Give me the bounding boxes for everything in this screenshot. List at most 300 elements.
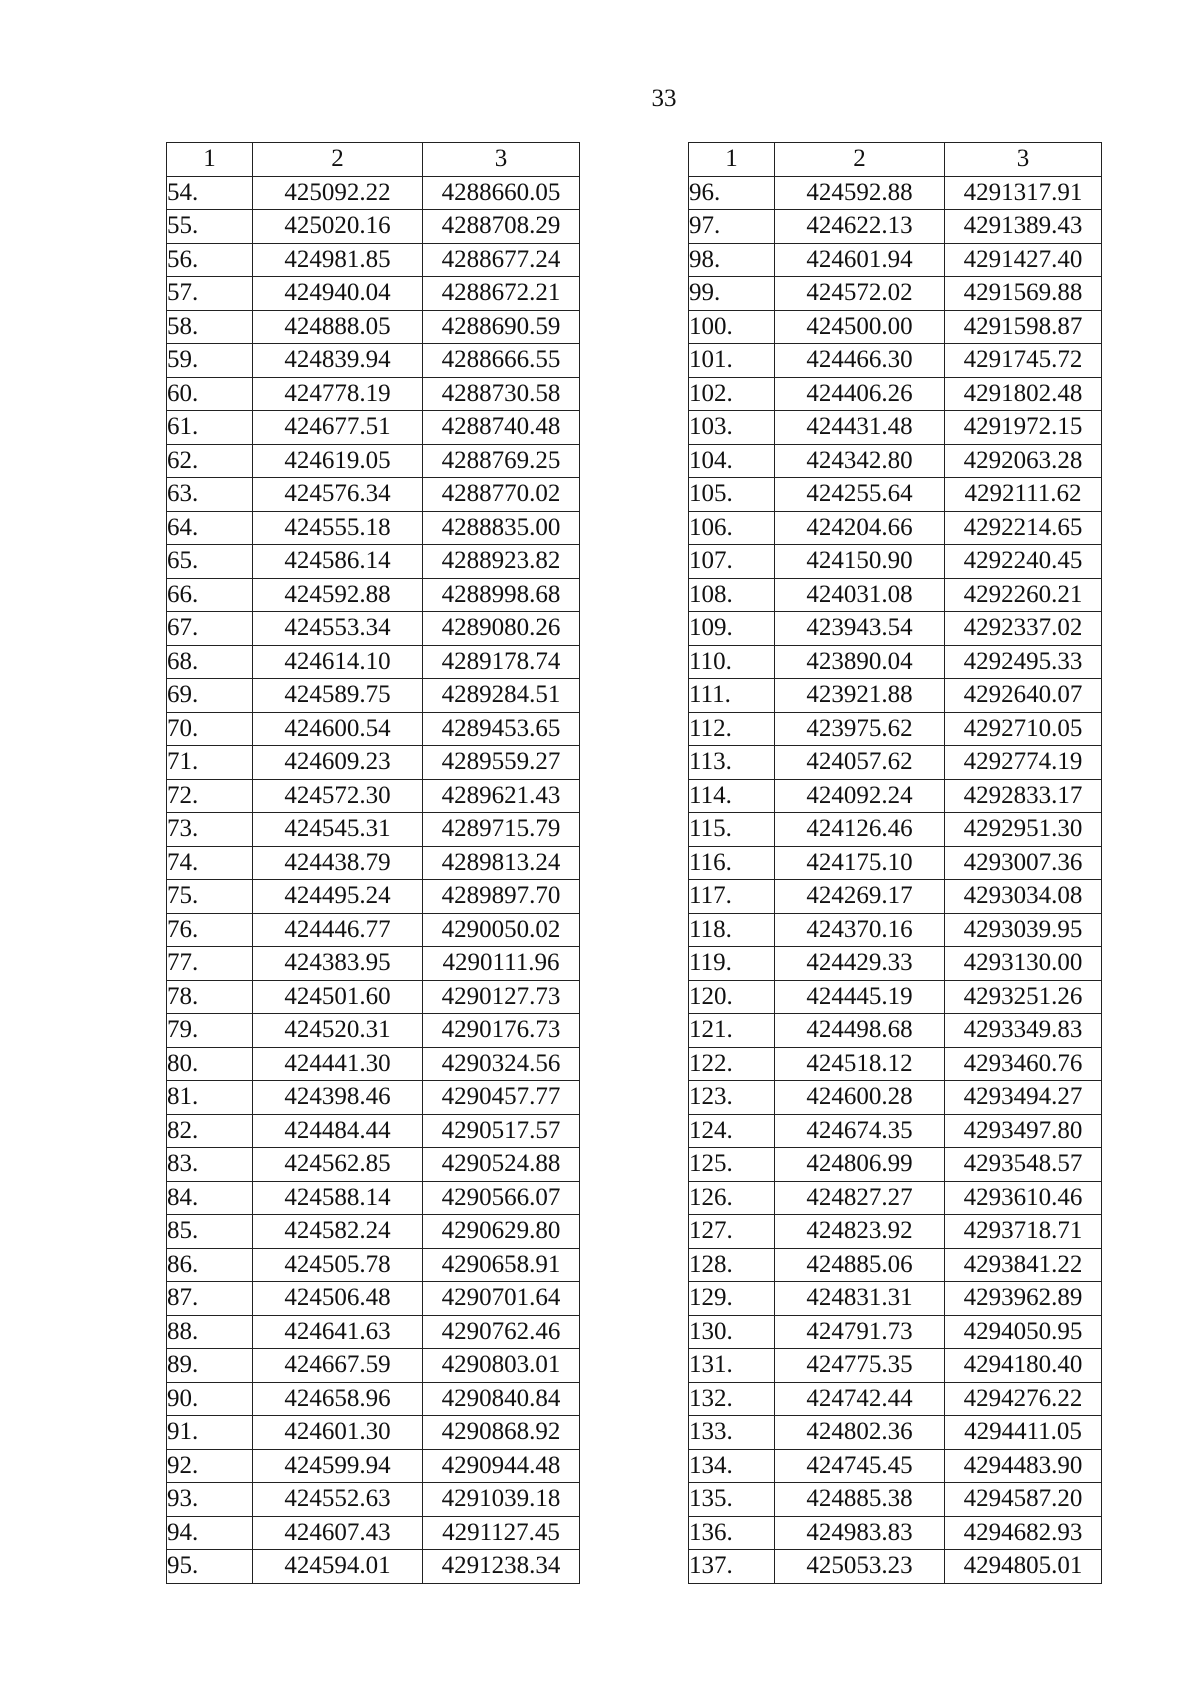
table-row — [689, 813, 1102, 847]
point-number-cell: 63. — [167, 478, 253, 512]
table-row — [167, 243, 580, 277]
table-row — [689, 1282, 1102, 1316]
x-coordinate-cell: 424614.10 — [253, 645, 423, 679]
table-row — [689, 1181, 1102, 1215]
y-coordinate-cell: 4292833.17 — [945, 779, 1102, 813]
point-number-cell: 68. — [167, 645, 253, 679]
coordinates-table-left — [166, 142, 580, 1584]
table-row — [167, 1483, 580, 1517]
table-row — [167, 1550, 580, 1584]
point-number-cell: 126. — [689, 1181, 775, 1215]
table-row — [689, 277, 1102, 311]
table-row — [167, 344, 580, 378]
x-coordinate-cell: 424588.14 — [253, 1181, 423, 1215]
point-number-cell: 83. — [167, 1148, 253, 1182]
point-number-cell: 97. — [689, 210, 775, 244]
x-coordinate-cell: 425053.23 — [775, 1550, 945, 1584]
point-number-cell: 79. — [167, 1014, 253, 1048]
y-coordinate-cell: 4294805.01 — [945, 1550, 1102, 1584]
point-number-cell: 119. — [689, 947, 775, 981]
x-coordinate-cell: 424885.38 — [775, 1483, 945, 1517]
y-coordinate-cell: 4294682.93 — [945, 1516, 1102, 1550]
table-row — [689, 511, 1102, 545]
point-number-cell: 109. — [689, 612, 775, 646]
point-number-cell: 72. — [167, 779, 253, 813]
x-coordinate-cell: 424431.48 — [775, 411, 945, 445]
table-header-row — [689, 143, 1102, 177]
table-row — [689, 1114, 1102, 1148]
point-number-cell: 103. — [689, 411, 775, 445]
x-coordinate-cell: 423975.62 — [775, 712, 945, 746]
y-coordinate-cell: 4293497.80 — [945, 1114, 1102, 1148]
table-row — [689, 1516, 1102, 1550]
x-coordinate-cell: 424406.26 — [775, 377, 945, 411]
y-coordinate-cell: 4290050.02 — [423, 913, 580, 947]
y-coordinate-cell: 4293962.89 — [945, 1282, 1102, 1316]
table-row — [167, 511, 580, 545]
point-number-cell: 62. — [167, 444, 253, 478]
x-coordinate-cell: 424622.13 — [775, 210, 945, 244]
point-number-cell: 60. — [167, 377, 253, 411]
point-number-cell: 101. — [689, 344, 775, 378]
table-row — [689, 344, 1102, 378]
point-number-cell: 131. — [689, 1349, 775, 1383]
y-coordinate-cell: 4291317.91 — [945, 176, 1102, 210]
point-number-cell: 127. — [689, 1215, 775, 1249]
table-row — [167, 1449, 580, 1483]
point-number-cell: 55. — [167, 210, 253, 244]
table-row — [689, 377, 1102, 411]
y-coordinate-cell: 4291389.43 — [945, 210, 1102, 244]
y-coordinate-cell: 4293548.57 — [945, 1148, 1102, 1182]
point-number-cell: 118. — [689, 913, 775, 947]
y-coordinate-cell: 4292495.33 — [945, 645, 1102, 679]
x-coordinate-cell: 424594.01 — [253, 1550, 423, 1584]
x-coordinate-cell: 424572.02 — [775, 277, 945, 311]
x-coordinate-cell: 424600.54 — [253, 712, 423, 746]
x-coordinate-cell: 424600.28 — [775, 1081, 945, 1115]
point-number-cell: 76. — [167, 913, 253, 947]
y-coordinate-cell: 4293034.08 — [945, 880, 1102, 914]
x-coordinate-cell: 424983.83 — [775, 1516, 945, 1550]
table-row — [167, 310, 580, 344]
x-coordinate-cell: 424498.68 — [775, 1014, 945, 1048]
y-coordinate-cell: 4292710.05 — [945, 712, 1102, 746]
table-row — [167, 612, 580, 646]
x-coordinate-cell: 424831.31 — [775, 1282, 945, 1316]
x-coordinate-cell: 424823.92 — [775, 1215, 945, 1249]
table-row — [167, 712, 580, 746]
x-coordinate-cell: 424057.62 — [775, 746, 945, 780]
y-coordinate-cell: 4294180.40 — [945, 1349, 1102, 1383]
y-coordinate-cell: 4293007.36 — [945, 846, 1102, 880]
table-row — [689, 1349, 1102, 1383]
table-row — [689, 779, 1102, 813]
point-number-cell: 81. — [167, 1081, 253, 1115]
x-coordinate-cell: 424150.90 — [775, 545, 945, 579]
point-number-cell: 59. — [167, 344, 253, 378]
y-coordinate-cell: 4292260.21 — [945, 578, 1102, 612]
y-coordinate-cell: 4288677.24 — [423, 243, 580, 277]
point-number-cell: 75. — [167, 880, 253, 914]
y-coordinate-cell: 4290566.07 — [423, 1181, 580, 1215]
x-coordinate-cell: 424484.44 — [253, 1114, 423, 1148]
point-number-cell: 110. — [689, 645, 775, 679]
y-coordinate-cell: 4289897.70 — [423, 880, 580, 914]
page-number: 33 — [651, 85, 677, 112]
point-number-cell: 73. — [167, 813, 253, 847]
table-row — [689, 243, 1102, 277]
table-row — [689, 1148, 1102, 1182]
point-number-cell: 136. — [689, 1516, 775, 1550]
y-coordinate-cell: 4291598.87 — [945, 310, 1102, 344]
x-coordinate-cell: 424429.33 — [775, 947, 945, 981]
point-number-cell: 56. — [167, 243, 253, 277]
y-coordinate-cell: 4289178.74 — [423, 645, 580, 679]
y-coordinate-cell: 4291972.15 — [945, 411, 1102, 445]
table-body-right — [689, 176, 1102, 1583]
y-coordinate-cell: 4288770.02 — [423, 478, 580, 512]
table-row — [167, 176, 580, 210]
point-number-cell: 122. — [689, 1047, 775, 1081]
point-number-cell: 108. — [689, 578, 775, 612]
point-number-cell: 99. — [689, 277, 775, 311]
y-coordinate-cell: 4288769.25 — [423, 444, 580, 478]
y-coordinate-cell: 4291427.40 — [945, 243, 1102, 277]
y-coordinate-cell: 4288690.59 — [423, 310, 580, 344]
point-number-cell: 128. — [689, 1248, 775, 1282]
table-row — [167, 1148, 580, 1182]
x-coordinate-cell: 424592.88 — [253, 578, 423, 612]
point-number-cell: 116. — [689, 846, 775, 880]
y-coordinate-cell: 4292214.65 — [945, 511, 1102, 545]
x-coordinate-cell: 424466.30 — [775, 344, 945, 378]
point-number-cell: 57. — [167, 277, 253, 311]
table-row — [167, 1315, 580, 1349]
y-coordinate-cell: 4291569.88 — [945, 277, 1102, 311]
point-number-cell: 133. — [689, 1416, 775, 1450]
x-coordinate-cell: 424572.30 — [253, 779, 423, 813]
x-coordinate-cell: 424885.06 — [775, 1248, 945, 1282]
point-number-cell: 129. — [689, 1282, 775, 1316]
y-coordinate-cell: 4290658.91 — [423, 1248, 580, 1282]
table-row — [689, 210, 1102, 244]
y-coordinate-cell: 4294276.22 — [945, 1382, 1102, 1416]
y-coordinate-cell: 4289715.79 — [423, 813, 580, 847]
point-number-cell: 123. — [689, 1081, 775, 1115]
point-number-cell: 121. — [689, 1014, 775, 1048]
table-row — [167, 1248, 580, 1282]
table-row — [689, 846, 1102, 880]
x-coordinate-cell: 424745.45 — [775, 1449, 945, 1483]
x-coordinate-cell: 424742.44 — [775, 1382, 945, 1416]
table-row — [689, 578, 1102, 612]
x-coordinate-cell: 424383.95 — [253, 947, 423, 981]
table-row — [689, 612, 1102, 646]
point-number-cell: 96. — [689, 176, 775, 210]
x-coordinate-cell: 424674.35 — [775, 1114, 945, 1148]
point-number-cell: 65. — [167, 545, 253, 579]
table-row — [689, 1215, 1102, 1249]
y-coordinate-cell: 4292111.62 — [945, 478, 1102, 512]
x-coordinate-cell: 424607.43 — [253, 1516, 423, 1550]
point-number-cell: 64. — [167, 511, 253, 545]
x-coordinate-cell: 424495.24 — [253, 880, 423, 914]
y-coordinate-cell: 4290457.77 — [423, 1081, 580, 1115]
point-number-cell: 102. — [689, 377, 775, 411]
table-row — [689, 310, 1102, 344]
x-coordinate-cell: 424658.96 — [253, 1382, 423, 1416]
table-row — [167, 377, 580, 411]
table-row — [689, 545, 1102, 579]
y-coordinate-cell: 4292774.19 — [945, 746, 1102, 780]
y-coordinate-cell: 4292640.07 — [945, 679, 1102, 713]
x-coordinate-cell: 424555.18 — [253, 511, 423, 545]
y-coordinate-cell: 4294050.95 — [945, 1315, 1102, 1349]
table-row — [689, 1315, 1102, 1349]
table-row — [689, 1047, 1102, 1081]
point-number-cell: 84. — [167, 1181, 253, 1215]
y-coordinate-cell: 4288835.00 — [423, 511, 580, 545]
x-coordinate-cell: 424255.64 — [775, 478, 945, 512]
point-number-cell: 78. — [167, 980, 253, 1014]
y-coordinate-cell: 4290803.01 — [423, 1349, 580, 1383]
table-row — [167, 1215, 580, 1249]
x-coordinate-cell: 424806.99 — [775, 1148, 945, 1182]
point-number-cell: 100. — [689, 310, 775, 344]
y-coordinate-cell: 4294587.20 — [945, 1483, 1102, 1517]
table-row — [167, 1416, 580, 1450]
x-coordinate-cell: 424586.14 — [253, 545, 423, 579]
y-coordinate-cell: 4292951.30 — [945, 813, 1102, 847]
table-row — [167, 277, 580, 311]
y-coordinate-cell: 4290517.57 — [423, 1114, 580, 1148]
table-header-row — [167, 143, 580, 177]
table-row — [167, 880, 580, 914]
x-coordinate-cell: 424981.85 — [253, 243, 423, 277]
point-number-cell: 77. — [167, 947, 253, 981]
table-row — [167, 846, 580, 880]
point-number-cell: 111. — [689, 679, 775, 713]
y-coordinate-cell: 4294483.90 — [945, 1449, 1102, 1483]
point-number-cell: 87. — [167, 1282, 253, 1316]
x-coordinate-cell: 424500.00 — [775, 310, 945, 344]
point-number-cell: 88. — [167, 1315, 253, 1349]
x-coordinate-cell: 423890.04 — [775, 645, 945, 679]
point-number-cell: 113. — [689, 746, 775, 780]
point-number-cell: 71. — [167, 746, 253, 780]
table-row — [167, 1047, 580, 1081]
point-number-cell: 74. — [167, 846, 253, 880]
y-coordinate-cell: 4288740.48 — [423, 411, 580, 445]
point-number-cell: 130. — [689, 1315, 775, 1349]
y-coordinate-cell: 4288730.58 — [423, 377, 580, 411]
y-coordinate-cell: 4293460.76 — [945, 1047, 1102, 1081]
column-header-x: 2 — [775, 143, 945, 177]
x-coordinate-cell: 424839.94 — [253, 344, 423, 378]
x-coordinate-cell: 424398.46 — [253, 1081, 423, 1115]
point-number-cell: 94. — [167, 1516, 253, 1550]
x-coordinate-cell: 424031.08 — [775, 578, 945, 612]
x-coordinate-cell: 424827.27 — [775, 1181, 945, 1215]
table-row — [167, 1114, 580, 1148]
table-row — [167, 980, 580, 1014]
y-coordinate-cell: 4288708.29 — [423, 210, 580, 244]
y-coordinate-cell: 4290324.56 — [423, 1047, 580, 1081]
x-coordinate-cell: 424667.59 — [253, 1349, 423, 1383]
y-coordinate-cell: 4290176.73 — [423, 1014, 580, 1048]
x-coordinate-cell: 424562.85 — [253, 1148, 423, 1182]
x-coordinate-cell: 425020.16 — [253, 210, 423, 244]
point-number-cell: 67. — [167, 612, 253, 646]
table-body-left — [167, 176, 580, 1583]
point-number-cell: 134. — [689, 1449, 775, 1483]
point-number-cell: 112. — [689, 712, 775, 746]
table-row — [167, 1181, 580, 1215]
y-coordinate-cell: 4294411.05 — [945, 1416, 1102, 1450]
table-row — [689, 1081, 1102, 1115]
x-coordinate-cell: 424599.94 — [253, 1449, 423, 1483]
table-row — [167, 411, 580, 445]
table-row — [689, 1416, 1102, 1450]
x-coordinate-cell: 424126.46 — [775, 813, 945, 847]
y-coordinate-cell: 4293349.83 — [945, 1014, 1102, 1048]
column-header-y: 3 — [945, 143, 1102, 177]
y-coordinate-cell: 4290127.73 — [423, 980, 580, 1014]
column-header-point-number: 1 — [167, 143, 253, 177]
x-coordinate-cell: 424441.30 — [253, 1047, 423, 1081]
point-number-cell: 90. — [167, 1382, 253, 1416]
point-number-cell: 132. — [689, 1382, 775, 1416]
table-row — [689, 478, 1102, 512]
table-row — [167, 444, 580, 478]
x-coordinate-cell: 424888.05 — [253, 310, 423, 344]
point-number-cell: 86. — [167, 1248, 253, 1282]
y-coordinate-cell: 4289453.65 — [423, 712, 580, 746]
y-coordinate-cell: 4293494.27 — [945, 1081, 1102, 1115]
column-header-x: 2 — [253, 143, 423, 177]
x-coordinate-cell: 424677.51 — [253, 411, 423, 445]
x-coordinate-cell: 424576.34 — [253, 478, 423, 512]
table-row — [689, 1550, 1102, 1584]
y-coordinate-cell: 4293610.46 — [945, 1181, 1102, 1215]
table-row — [689, 712, 1102, 746]
y-coordinate-cell: 4291802.48 — [945, 377, 1102, 411]
y-coordinate-cell: 4291127.45 — [423, 1516, 580, 1550]
y-coordinate-cell: 4290762.46 — [423, 1315, 580, 1349]
y-coordinate-cell: 4289080.26 — [423, 612, 580, 646]
y-coordinate-cell: 4292337.02 — [945, 612, 1102, 646]
x-coordinate-cell: 424446.77 — [253, 913, 423, 947]
y-coordinate-cell: 4293251.26 — [945, 980, 1102, 1014]
y-coordinate-cell: 4288998.68 — [423, 578, 580, 612]
x-coordinate-cell: 424940.04 — [253, 277, 423, 311]
column-header-y: 3 — [423, 143, 580, 177]
table-row — [167, 1081, 580, 1115]
point-number-cell: 115. — [689, 813, 775, 847]
y-coordinate-cell: 4291238.34 — [423, 1550, 580, 1584]
x-coordinate-cell: 424204.66 — [775, 511, 945, 545]
table-row — [167, 1282, 580, 1316]
table-row — [167, 779, 580, 813]
x-coordinate-cell: 424506.48 — [253, 1282, 423, 1316]
point-number-cell: 98. — [689, 243, 775, 277]
column-header-point-number: 1 — [689, 143, 775, 177]
table-row — [689, 1014, 1102, 1048]
x-coordinate-cell: 424175.10 — [775, 846, 945, 880]
x-coordinate-cell: 424545.31 — [253, 813, 423, 847]
x-coordinate-cell: 424269.17 — [775, 880, 945, 914]
point-number-cell: 92. — [167, 1449, 253, 1483]
x-coordinate-cell: 424641.63 — [253, 1315, 423, 1349]
point-number-cell: 137. — [689, 1550, 775, 1584]
x-coordinate-cell: 424778.19 — [253, 377, 423, 411]
y-coordinate-cell: 4290524.88 — [423, 1148, 580, 1182]
table-row — [167, 1014, 580, 1048]
table-row — [167, 545, 580, 579]
x-coordinate-cell: 424582.24 — [253, 1215, 423, 1249]
y-coordinate-cell: 4291039.18 — [423, 1483, 580, 1517]
x-coordinate-cell: 424775.35 — [775, 1349, 945, 1383]
point-number-cell: 105. — [689, 478, 775, 512]
y-coordinate-cell: 4290868.92 — [423, 1416, 580, 1450]
x-coordinate-cell: 423943.54 — [775, 612, 945, 646]
table-row — [689, 176, 1102, 210]
point-number-cell: 80. — [167, 1047, 253, 1081]
y-coordinate-cell: 4289813.24 — [423, 846, 580, 880]
point-number-cell: 93. — [167, 1483, 253, 1517]
table-row — [167, 578, 580, 612]
point-number-cell: 125. — [689, 1148, 775, 1182]
y-coordinate-cell: 4290111.96 — [423, 947, 580, 981]
x-coordinate-cell: 424342.80 — [775, 444, 945, 478]
table-row — [167, 645, 580, 679]
point-number-cell: 104. — [689, 444, 775, 478]
x-coordinate-cell: 424619.05 — [253, 444, 423, 478]
y-coordinate-cell: 4289621.43 — [423, 779, 580, 813]
point-number-cell: 85. — [167, 1215, 253, 1249]
point-number-cell: 61. — [167, 411, 253, 445]
table-row — [689, 913, 1102, 947]
table-row — [689, 1382, 1102, 1416]
y-coordinate-cell: 4290701.64 — [423, 1282, 580, 1316]
table-row — [689, 1483, 1102, 1517]
table-row — [167, 813, 580, 847]
table-row — [167, 913, 580, 947]
x-coordinate-cell: 424802.36 — [775, 1416, 945, 1450]
x-coordinate-cell: 424592.88 — [775, 176, 945, 210]
y-coordinate-cell: 4290840.84 — [423, 1382, 580, 1416]
point-number-cell: 106. — [689, 511, 775, 545]
table-row — [689, 980, 1102, 1014]
coordinates-table-right — [688, 142, 1102, 1584]
table-row — [167, 1382, 580, 1416]
point-number-cell: 91. — [167, 1416, 253, 1450]
point-number-cell: 82. — [167, 1114, 253, 1148]
point-number-cell: 107. — [689, 545, 775, 579]
x-coordinate-cell: 424505.78 — [253, 1248, 423, 1282]
y-coordinate-cell: 4293039.95 — [945, 913, 1102, 947]
point-number-cell: 95. — [167, 1550, 253, 1584]
x-coordinate-cell: 424609.23 — [253, 746, 423, 780]
table-row — [167, 1349, 580, 1383]
y-coordinate-cell: 4288660.05 — [423, 176, 580, 210]
x-coordinate-cell: 424501.60 — [253, 980, 423, 1014]
y-coordinate-cell: 4290944.48 — [423, 1449, 580, 1483]
table-row — [689, 679, 1102, 713]
y-coordinate-cell: 4293718.71 — [945, 1215, 1102, 1249]
point-number-cell: 69. — [167, 679, 253, 713]
